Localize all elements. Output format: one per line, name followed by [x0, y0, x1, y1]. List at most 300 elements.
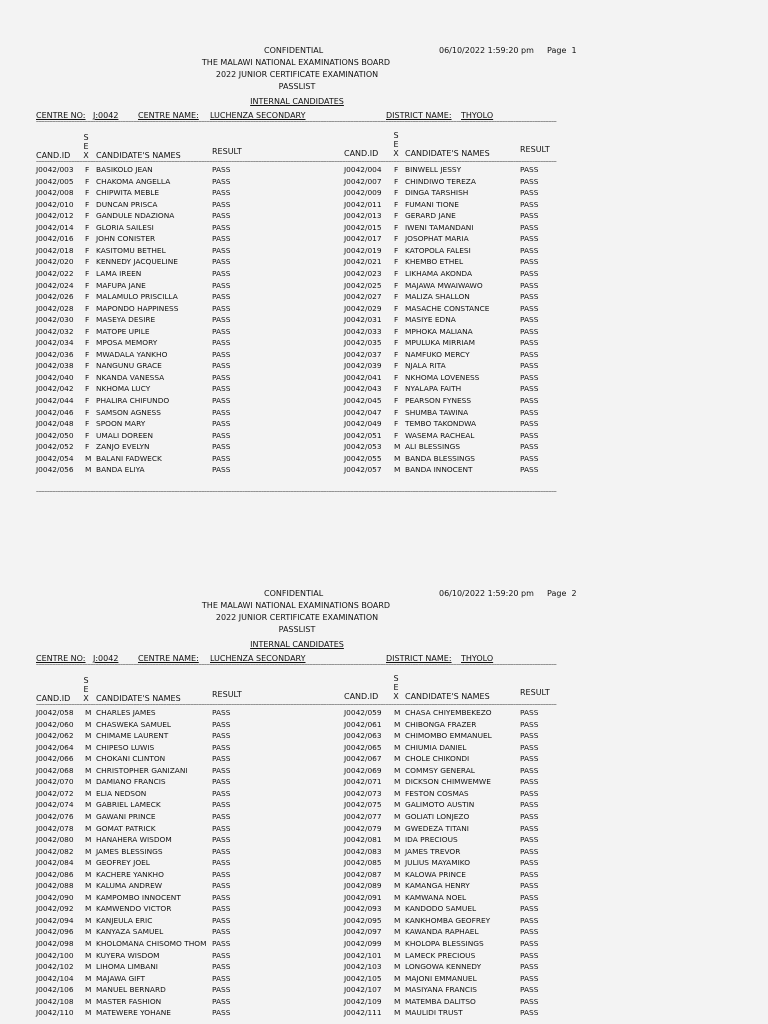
candidate-name: MPHOKA MALIANA [405, 326, 473, 336]
table-row [0, 870, 768, 882]
col-cand-header: CAND.ID [344, 149, 379, 158]
table-row [0, 951, 768, 963]
candidate-name: KHOLOPA BLESSINGS [405, 939, 484, 948]
table-row [0, 800, 768, 812]
candidate-name: GANDULE NDAZIONA [96, 211, 175, 221]
sex: F [85, 407, 90, 417]
result: PASS [212, 823, 231, 833]
sex: M [394, 453, 401, 463]
sex: M [394, 777, 401, 787]
cand-id: J0042/059 [344, 708, 382, 717]
cand-id: J0042/044 [36, 396, 74, 405]
candidate-name: MASTER FASHION [96, 996, 162, 1006]
result: PASS [520, 915, 539, 925]
cand-id: J0042/093 [344, 904, 382, 914]
sex: F [85, 257, 90, 267]
result: PASS [520, 950, 539, 960]
cand-id: J0042/008 [36, 188, 74, 198]
cand-id: J0042/105 [344, 973, 382, 983]
sex: F [394, 372, 399, 382]
sex: M [85, 892, 92, 902]
cand-id: J0042/089 [344, 881, 382, 891]
cand-id: J0042/094 [36, 915, 74, 925]
sex: M [394, 708, 401, 717]
candidate-name: KAMWANA NOEL [405, 892, 467, 902]
candidate-name: BINWELL JESSY [405, 165, 462, 174]
cand-id: J0042/010 [36, 199, 74, 209]
candidate-name: DINGA TARSHISH [405, 188, 469, 198]
result: PASS [212, 892, 231, 902]
cand-id: J0042/069 [344, 765, 382, 775]
cand-id: J0042/079 [344, 823, 382, 833]
candidate-name: KANJEULA ERIC [96, 915, 153, 925]
sex: M [394, 765, 401, 775]
candidate-name: COMMSY GENERAL [405, 765, 475, 775]
candidate-name: JOHN CONISTER [96, 234, 156, 244]
separator [36, 704, 600, 707]
result: PASS [520, 788, 539, 798]
candidate-name: BANDA BLESSINGS [405, 453, 475, 463]
result: PASS [520, 396, 539, 405]
candidate-name: JULIUS MAYAMIKO [405, 858, 471, 868]
candidate-name: MPOSA MEMORY [96, 338, 158, 348]
cand-id: J0042/077 [344, 811, 382, 821]
result: PASS [520, 962, 539, 972]
cand-id: J0042/049 [344, 419, 382, 429]
col-result-header: RESULT [212, 147, 242, 156]
candidate-name: GAWANI PRINCE [96, 811, 156, 821]
sex: M [85, 835, 92, 845]
result: PASS [212, 765, 231, 775]
cand-id: J0042/108 [36, 996, 74, 1006]
col-names-header: CANDIDATE'S NAMES [405, 149, 490, 158]
sex: F [85, 419, 90, 429]
cand-id: J0042/012 [36, 211, 74, 221]
candidate-name: JAMES TREVOR [405, 846, 461, 856]
cand-id: J0042/042 [36, 384, 74, 394]
table-row [0, 304, 768, 316]
candidate-name: CHRISTOPHER GANIZANI [96, 765, 188, 775]
result: PASS [212, 442, 231, 452]
candidate-name: MASEYA DESIRE [96, 315, 156, 325]
result: PASS [212, 754, 231, 764]
section-title: INTERNAL CANDIDATES [250, 97, 344, 106]
sex: M [85, 950, 92, 960]
sex: M [394, 811, 401, 821]
centre-no-label: CENTRE NO: [36, 654, 86, 663]
candidate-name: KASITOMU BETHEL [96, 245, 166, 255]
sex: F [85, 361, 90, 371]
result: PASS [520, 823, 539, 833]
cand-id: J0042/058 [36, 708, 74, 717]
sex: F [85, 430, 90, 440]
result: PASS [520, 430, 539, 440]
table-row [0, 789, 768, 801]
sex: M [394, 465, 401, 475]
board-title: THE MALAWI NATIONAL EXAMINATIONS BOARD [201, 58, 391, 67]
cand-id: J0042/104 [36, 973, 74, 983]
result: PASS [212, 384, 231, 394]
candidate-name: LONGOWA KENNEDY [405, 962, 482, 972]
result: PASS [520, 199, 539, 209]
sex: F [85, 165, 90, 174]
cand-id: J0042/037 [344, 349, 382, 359]
result: PASS [520, 268, 539, 278]
candidate-name: SAMSON AGNESS [96, 407, 161, 417]
result: PASS [520, 165, 539, 174]
cand-id: J0042/003 [36, 165, 74, 174]
candidate-name: LAMA IREEN [96, 268, 142, 278]
result: PASS [520, 892, 539, 902]
sex: F [85, 188, 90, 198]
result: PASS [212, 811, 231, 821]
separator [36, 664, 600, 667]
candidate-name: KAWANDA RAPHAEL [405, 927, 479, 937]
sex: M [394, 731, 401, 741]
candidate-name: GOMAT PATRICK [96, 823, 156, 833]
candidate-name: MAJAWA MWAIWAWO [405, 280, 483, 290]
cand-id: J0042/107 [344, 985, 382, 995]
result: PASS [520, 407, 539, 417]
result: PASS [212, 361, 231, 371]
sex: F [85, 211, 90, 221]
candidate-name: MATOPE UPILE [96, 326, 150, 336]
sex: F [394, 361, 399, 371]
candidate-name: FUMANI TIONE [405, 199, 459, 209]
table-row [0, 927, 768, 939]
col-cand-header: CAND.ID [36, 694, 71, 703]
cand-id: J0042/060 [36, 719, 74, 729]
sex: M [394, 892, 401, 902]
cand-id: J0042/019 [344, 245, 382, 255]
sex: F [394, 430, 399, 440]
candidate-name: KAMWENDO VICTOR [96, 904, 172, 914]
candidate-name: MASACHE CONSTANCE [405, 303, 490, 313]
candidate-name: MATEWERE YOHANE [96, 1008, 171, 1018]
cand-id: J0042/051 [344, 430, 382, 440]
candidate-name: KATOPOLA FALESI [405, 245, 471, 255]
result: PASS [212, 280, 231, 290]
table-row [0, 269, 768, 281]
candidate-name: NKHOMA LOVENESS [405, 372, 480, 382]
cand-id: J0042/023 [344, 268, 382, 278]
candidate-name: CHAKOMA ANGELLA [96, 176, 171, 186]
cand-id: J0042/018 [36, 245, 74, 255]
sex: M [85, 731, 92, 741]
result: PASS [212, 962, 231, 972]
sex: M [394, 996, 401, 1006]
candidate-name: BALANI FADWECK [96, 453, 162, 463]
centre-no-label: CENTRE NO: [36, 111, 86, 120]
table-row [0, 881, 768, 893]
cand-id: J0042/022 [36, 268, 74, 278]
candidate-name: JAMES BLESSINGS [96, 846, 163, 856]
result: PASS [520, 234, 539, 244]
sex: M [85, 939, 92, 948]
candidate-name: SHUMBA TAWINA [405, 407, 469, 417]
cand-id: J0042/013 [344, 211, 382, 221]
cand-id: J0042/014 [36, 222, 74, 232]
sex: F [85, 442, 90, 452]
sex: F [85, 222, 90, 232]
cand-id: J0042/110 [36, 1008, 74, 1018]
result: PASS [212, 846, 231, 856]
result: PASS [520, 869, 539, 879]
result: PASS [520, 731, 539, 741]
sex: M [394, 950, 401, 960]
table-row [0, 904, 768, 916]
sex: M [85, 915, 92, 925]
cand-id: J0042/009 [344, 188, 382, 198]
candidate-name: NJALA RITA [405, 361, 446, 371]
table-row [0, 315, 768, 327]
sex: M [85, 453, 92, 463]
cand-id: J0042/076 [36, 811, 74, 821]
result: PASS [520, 361, 539, 371]
sex: M [85, 742, 92, 752]
result: PASS [212, 165, 231, 174]
table-row [0, 442, 768, 454]
candidate-name: GABRIEL LAMECK [96, 800, 161, 810]
result: PASS [212, 731, 231, 741]
result: PASS [520, 858, 539, 868]
list-type: PASSLIST [278, 82, 316, 91]
table-row [0, 731, 768, 743]
sex: F [85, 315, 90, 325]
table-row [0, 847, 768, 859]
cand-id: J0042/082 [36, 846, 74, 856]
candidate-name: MALIZA SHALLON [405, 292, 470, 302]
result: PASS [212, 338, 231, 348]
cand-id: J0042/081 [344, 835, 382, 845]
table-row [0, 223, 768, 235]
result: PASS [520, 846, 539, 856]
cand-id: J0042/075 [344, 800, 382, 810]
candidate-name: LAMECK PRECIOUS [405, 950, 476, 960]
table-row [0, 200, 768, 212]
sex: F [85, 245, 90, 255]
candidate-name: DUNCAN PRISCA [96, 199, 158, 209]
candidate-name: TEMBO TAKONDWA [405, 419, 477, 429]
cand-id: J0042/053 [344, 442, 382, 452]
cand-id: J0042/088 [36, 881, 74, 891]
candidate-name: CHASWEKA SAMUEL [96, 719, 172, 729]
table-row [0, 465, 768, 477]
table-row [0, 777, 768, 789]
candidate-name: DICKSON CHIMWEMWE [405, 777, 491, 787]
candidate-name: WASEMA RACHEAL [405, 430, 475, 440]
table-row [0, 835, 768, 847]
candidate-name: GOLIATI LONJEZO [405, 811, 470, 821]
result: PASS [520, 800, 539, 810]
cand-id: J0042/066 [36, 754, 74, 764]
cand-id: J0042/024 [36, 280, 74, 290]
result: PASS [212, 211, 231, 221]
result: PASS [212, 234, 231, 244]
sex: M [394, 788, 401, 798]
table-row [0, 177, 768, 189]
col-names-header: CANDIDATE'S NAMES [96, 151, 181, 160]
sex: F [394, 384, 399, 394]
result: PASS [520, 881, 539, 891]
district-name: THYOLO [461, 111, 494, 120]
list-type: PASSLIST [278, 625, 316, 634]
table-row [0, 257, 768, 269]
sex: F [394, 245, 399, 255]
cand-id: J0042/034 [36, 338, 74, 348]
cand-id: J0042/065 [344, 742, 382, 752]
cand-id: J0042/109 [344, 996, 382, 1006]
centre-name-label: CENTRE NAME: [138, 111, 199, 120]
exam-title: 2022 JUNIOR CERTIFICATE EXAMINATION [215, 613, 379, 622]
cand-id: J0042/085 [344, 858, 382, 868]
sex: F [85, 176, 90, 186]
result: PASS [520, 465, 539, 475]
district-label: DISTRICT NAME: [386, 111, 452, 120]
cand-id: J0042/101 [344, 950, 382, 960]
candidate-name: UMALI DOREEN [96, 430, 153, 440]
sex: M [85, 465, 92, 475]
centre-no: J:0042 [93, 654, 119, 663]
exam-title: 2022 JUNIOR CERTIFICATE EXAMINATION [215, 70, 379, 79]
candidate-name: KALUMA ANDREW [96, 881, 163, 891]
candidate-name: ALI BLESSINGS [405, 442, 461, 452]
sex: M [85, 846, 92, 856]
sex: F [394, 292, 399, 302]
cand-id: J0042/080 [36, 835, 74, 845]
cand-id: J0042/092 [36, 904, 74, 914]
sex: F [85, 199, 90, 209]
sex: M [85, 788, 92, 798]
sex: F [394, 338, 399, 348]
sex: F [394, 199, 399, 209]
table-row [0, 939, 768, 951]
candidate-name: MWADALA YANKHO [96, 349, 168, 359]
candidate-name: BANDA ELIYA [96, 465, 145, 475]
candidate-name: CHIPESO LUWIS [96, 742, 155, 752]
candidate-name: SPOON MARY [96, 419, 146, 429]
candidate-name: MALAMULO PRISCILLA [96, 292, 178, 302]
result: PASS [520, 1008, 539, 1018]
sex: F [394, 315, 399, 325]
col-cand-header: CAND.ID [344, 692, 379, 701]
result: PASS [212, 199, 231, 209]
sex: M [85, 811, 92, 821]
cand-id: J0042/041 [344, 372, 382, 382]
candidate-name: GLORIA SAILESI [96, 222, 154, 232]
result: PASS [212, 176, 231, 186]
sex: M [394, 904, 401, 914]
result: PASS [212, 245, 231, 255]
result: PASS [520, 245, 539, 255]
cand-id: J0042/050 [36, 430, 74, 440]
cand-id: J0042/083 [344, 846, 382, 856]
cand-id: J0042/033 [344, 326, 382, 336]
col-result-header: RESULT [520, 145, 550, 154]
cand-id: J0042/087 [344, 869, 382, 879]
result: PASS [212, 985, 231, 995]
cand-id: J0042/039 [344, 361, 382, 371]
sex: M [394, 927, 401, 937]
table-row [0, 766, 768, 778]
sex: M [394, 835, 401, 845]
cand-id: J0042/021 [344, 257, 382, 267]
cand-id: J0042/031 [344, 315, 382, 325]
result: PASS [212, 927, 231, 937]
result: PASS [520, 222, 539, 232]
cand-id: J0042/056 [36, 465, 74, 475]
sex: M [85, 800, 92, 810]
candidate-name: KALOWA PRINCE [405, 869, 466, 879]
sex: M [394, 869, 401, 879]
result: PASS [520, 708, 539, 717]
centre-no: J:0042 [93, 111, 119, 120]
sex: M [85, 719, 92, 729]
result: PASS [520, 985, 539, 995]
result: PASS [212, 835, 231, 845]
result: PASS [212, 904, 231, 914]
result: PASS [212, 973, 231, 983]
cand-id: J0042/070 [36, 777, 74, 787]
table-row [0, 350, 768, 362]
candidate-name: CHIUMIA DANIEL [405, 742, 467, 752]
result: PASS [212, 396, 231, 405]
result: PASS [212, 719, 231, 729]
result: PASS [212, 349, 231, 359]
result: PASS [212, 777, 231, 787]
col-result-header: RESULT [212, 690, 242, 699]
cand-id: J0042/047 [344, 407, 382, 417]
candidate-name: CHIMOMBO EMMANUEL [405, 731, 492, 741]
candidate-name: HANAHERA WISDOM [96, 835, 172, 845]
result: PASS [212, 939, 231, 948]
candidate-name: NANGUNU GRACE [96, 361, 162, 371]
sex: M [85, 927, 92, 937]
cand-id: J0042/028 [36, 303, 74, 313]
col-sex-header: S E X [393, 674, 399, 701]
result: PASS [212, 858, 231, 868]
result: PASS [212, 869, 231, 879]
result: PASS [212, 419, 231, 429]
sex: F [394, 211, 399, 221]
result: PASS [520, 811, 539, 821]
passlist-page-2 [0, 543, 768, 1024]
sex: M [85, 765, 92, 775]
candidate-name: NAMFUKO MERCY [405, 349, 470, 359]
result: PASS [212, 407, 231, 417]
result: PASS [212, 742, 231, 752]
sex: M [394, 985, 401, 995]
table-row [0, 858, 768, 870]
section-title: INTERNAL CANDIDATES [250, 640, 344, 649]
cand-id: J0042/067 [344, 754, 382, 764]
sex: F [394, 188, 399, 198]
candidate-name: GERARD JANE [405, 211, 456, 221]
table-row [0, 962, 768, 974]
cand-id: J0042/055 [344, 453, 382, 463]
cand-id: J0042/095 [344, 915, 382, 925]
cand-id: J0042/020 [36, 257, 74, 267]
cand-id: J0042/043 [344, 384, 382, 394]
candidate-name: MASIYANA FRANCIS [405, 985, 477, 995]
district-label: DISTRICT NAME: [386, 654, 452, 663]
candidate-name: KANDODO SAMUEL [405, 904, 477, 914]
cand-id: J0042/111 [344, 1008, 382, 1018]
result: PASS [520, 280, 539, 290]
centre-name: LUCHENZA SECONDARY [210, 654, 306, 663]
cand-id: J0042/096 [36, 927, 74, 937]
cand-id: J0042/084 [36, 858, 74, 868]
